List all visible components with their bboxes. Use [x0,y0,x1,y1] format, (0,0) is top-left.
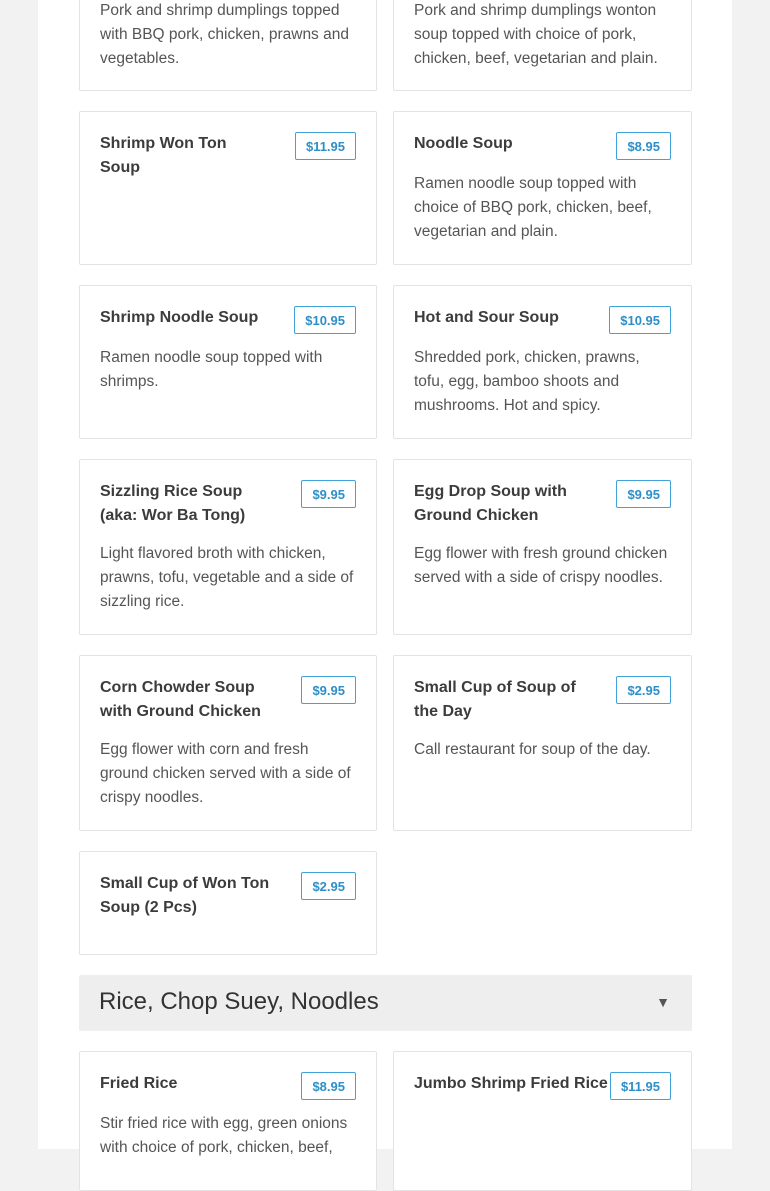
price-badge[interactable]: $11.95 [610,1072,671,1100]
menu-item-card[interactable] [79,0,377,91]
price-badge[interactable]: $8.95 [616,132,671,160]
menu-item-description: Pork and shrimp dumplings topped with BBQ pork, chicken, prawns and vegetables. [100,2,349,67]
menu-item-description: Call restaurant for soup of the day. [414,741,651,758]
menu-item-title: Sizzling Rice Soup (aka: Wor Ba Tong) [100,483,246,524]
section-header-rice-chop-suey-noodles[interactable] [79,975,692,1031]
menu-item-card[interactable] [79,1051,377,1191]
chevron-down-icon[interactable]: ▼ [656,994,670,1010]
menu-item-card[interactable] [393,1051,692,1191]
menu-item-description: Egg flower with corn and fresh ground chicken served with a side of crispy noodles. [100,741,351,806]
price-badge[interactable]: $10.95 [609,306,671,334]
menu-item-description: Pork and shrimp dumplings wonton soup topped with choice of pork, chicken, beef, vegetarian and plain. [414,2,658,67]
price-badge[interactable]: $10.95 [294,306,356,334]
price-badge[interactable]: $2.95 [301,872,356,900]
menu-item-title: Egg Drop Soup with Ground Chicken [414,483,567,524]
menu-item-description: Ramen noodle soup topped with shrimps. [100,349,323,390]
menu-item-title: Fried Rice [100,1075,178,1092]
menu-item-card[interactable] [79,851,377,955]
price-badge[interactable]: $9.95 [301,480,356,508]
menu-item-card[interactable] [393,655,692,831]
menu-item-title: Shrimp Noodle Soup [100,309,259,326]
menu-item-card[interactable] [79,111,377,265]
menu-item-title: Corn Chowder Soup with Ground Chicken [100,679,261,720]
menu-item-card[interactable] [393,285,692,439]
menu-item-card[interactable] [79,285,377,439]
menu-item-card[interactable] [79,655,377,831]
menu-item-title: Jumbo Shrimp Fried Rice [414,1075,608,1092]
menu-item-title: Small Cup of Soup of the Day [414,679,576,720]
menu-item-card[interactable] [393,111,692,265]
price-badge[interactable]: $9.95 [616,480,671,508]
menu-item-description: Egg flower with fresh ground chicken served with a side of crispy noodles. [414,545,668,586]
price-badge[interactable]: $9.95 [301,676,356,704]
menu-item-description: Shredded pork, chicken, prawns, tofu, egg, bamboo shoots and mushrooms. Hot and spicy. [414,349,640,414]
menu-item-title: Noodle Soup [414,135,513,152]
menu-item-card[interactable] [79,459,377,635]
menu-item-description: Ramen noodle soup topped with choice of BBQ pork, chicken, beef, vegetarian and plain. [414,175,652,240]
menu-item-title: Small Cup of Won Ton Soup (2 Pcs) [100,875,270,916]
menu-item-title: Hot and Sour Soup [414,309,559,326]
menu-item-title: Shrimp Won Ton Soup [100,135,227,176]
price-badge[interactable]: $11.95 [295,132,356,160]
section-title: Rice, Chop Suey, Noodles [99,988,379,1015]
menu-item-description: Stir fried rice with egg, green onions with choice of pork, chicken, beef, [100,1115,348,1156]
menu-item-card[interactable] [393,0,692,91]
menu-item-description: Light flavored broth with chicken, prawns, tofu, vegetable and a side of sizzling rice. [100,545,354,610]
price-badge[interactable]: $8.95 [301,1072,356,1100]
menu-item-card[interactable] [393,459,692,635]
price-badge[interactable]: $2.95 [616,676,671,704]
